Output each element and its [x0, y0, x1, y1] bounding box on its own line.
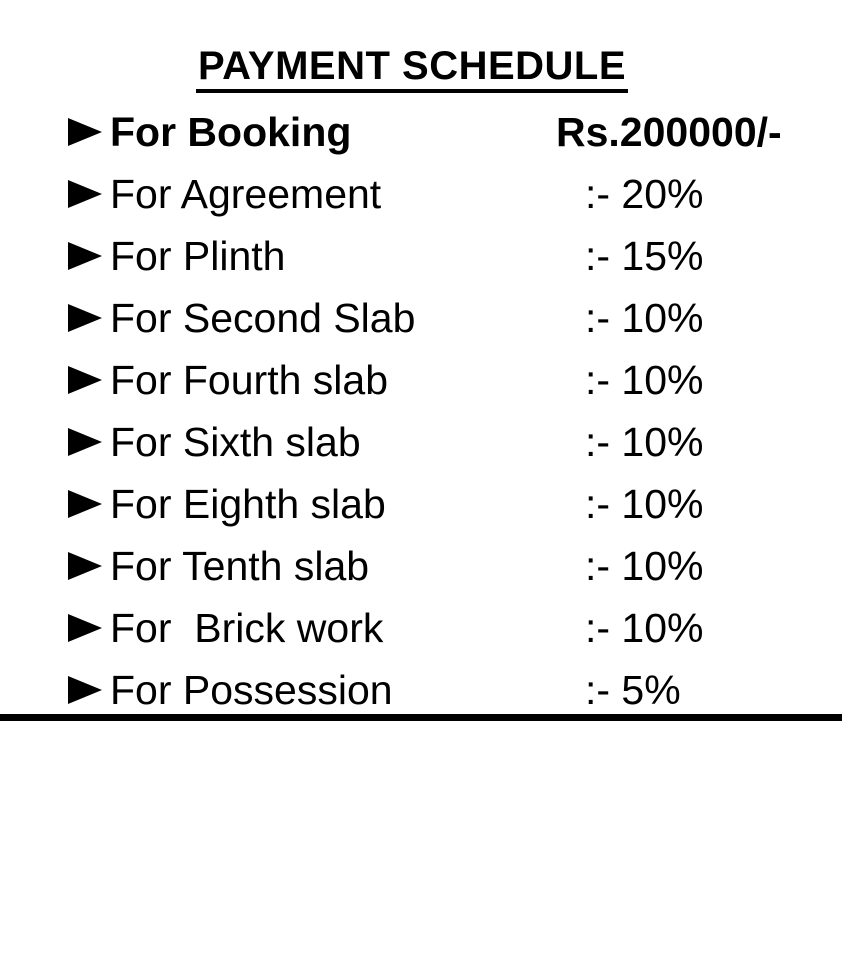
schedule-value: :- 15%: [585, 233, 704, 279]
schedule-row-tenth-slab: [0, 535, 842, 597]
schedule-row-booking: [0, 101, 842, 163]
schedule-label: For Booking: [110, 109, 352, 155]
schedule-row-fourth-slab: [0, 349, 842, 411]
schedule-row-possession: [0, 659, 842, 721]
triangle-right-icon: [68, 490, 102, 518]
page-title: [0, 40, 842, 93]
triangle-right-icon: [68, 118, 102, 146]
bottom-divider: [0, 714, 842, 721]
schedule-row-second-slab: [0, 287, 842, 349]
triangle-right-icon: [68, 614, 102, 642]
triangle-right-icon: [68, 242, 102, 270]
schedule-label: For Eighth slab: [110, 481, 386, 527]
schedule-label: For Fourth slab: [110, 357, 388, 403]
schedule-value: :- 10%: [585, 295, 704, 341]
schedule-row-brick-work: [0, 597, 842, 659]
triangle-right-icon: [68, 304, 102, 332]
schedule-value: :- 5%: [585, 667, 681, 713]
schedule-label: For Possession: [110, 667, 393, 713]
schedule-label: For Second Slab: [110, 295, 416, 341]
schedule-label: For Sixth slab: [110, 419, 361, 465]
schedule-label: For Brick work: [110, 605, 384, 651]
schedule-value: :- 10%: [585, 419, 704, 465]
page-title-text: PAYMENT SCHEDULE: [196, 43, 628, 93]
triangle-right-icon: [68, 676, 102, 704]
triangle-right-icon: [68, 552, 102, 580]
schedule-value: :- 10%: [585, 543, 704, 589]
schedule-label: For Tenth slab: [110, 543, 370, 589]
schedule-value: Rs.200000/-: [556, 109, 782, 155]
schedule-row-sixth-slab: [0, 411, 842, 473]
schedule-value: :- 10%: [585, 605, 704, 651]
schedule-label: For Plinth: [110, 233, 286, 279]
schedule-value: :- 20%: [585, 171, 704, 217]
schedule-value: :- 10%: [585, 481, 704, 527]
schedule-row-agreement: [0, 163, 842, 225]
schedule-value: :- 10%: [585, 357, 704, 403]
triangle-right-icon: [68, 180, 102, 208]
schedule-label: For Agreement: [110, 171, 382, 217]
schedule-row-plinth: [0, 225, 842, 287]
triangle-right-icon: [68, 428, 102, 456]
schedule-row-eighth-slab: [0, 473, 842, 535]
schedule-list: [0, 101, 842, 721]
triangle-right-icon: [68, 366, 102, 394]
